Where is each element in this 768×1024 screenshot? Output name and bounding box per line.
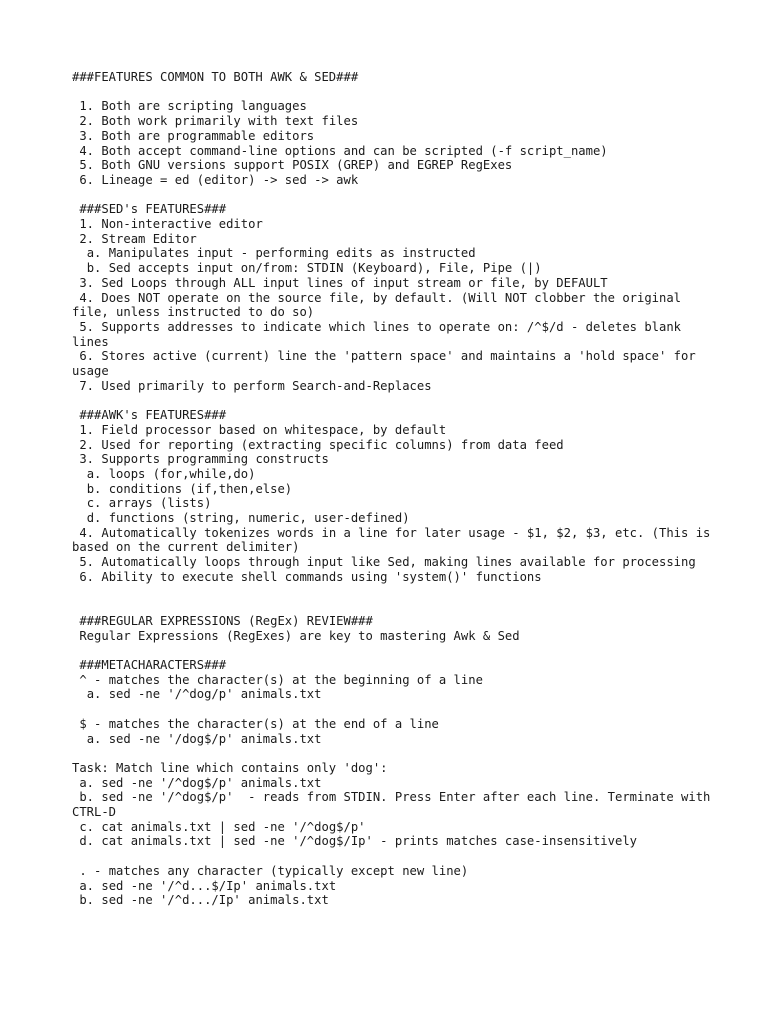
text-line: ###METACHARACTERS### [72,658,227,673]
text-line: $ - matches the character(s) at the end of a line [72,716,439,731]
text-line: 3. Both are programmable editors [72,128,315,143]
text-line: ###REGULAR EXPRESSIONS (RegEx) REVIEW### [72,613,373,628]
blank-line [72,85,712,100]
text-line: a. sed -ne '/^d...$/Ip' animals.txt [72,878,337,893]
text-line: 6. Ability to execute shell commands using 'system()' functions [72,569,542,584]
text-line: b. Sed accepts input on/from: STDIN (Keyboard), File, Pipe (|) [72,261,542,276]
text-line: Task: Match line which contains only 'dog': [72,760,388,775]
text-line: b. conditions (if,then,else) [72,481,293,496]
text-line: 3. Supports programming constructs [72,452,329,467]
text-line: a. Manipulates input - performing edits as instructed [72,246,476,261]
document-text [72,70,718,908]
text-line: 5. Automatically loops through input like Sed, making lines available for processing [72,555,696,570]
blank-line [72,746,712,761]
text-line: c. arrays (lists) [72,496,212,511]
text-line: a. sed -ne '/dog$/p' animals.txt [72,731,322,746]
text-line: 5. Supports addresses to indicate which lines to operate on: /^$/d - deletes blank lines [72,319,689,349]
text-line: ###FEATURES COMMON TO BOTH AWK & SED### [72,70,359,84]
text-line: 5. Both GNU versions support POSIX (GREP) and EGREP RegExes [72,158,513,173]
blank-line [72,849,712,864]
text-line: 7. Used primarily to perform Search-and-Replaces [72,378,432,393]
blank-line [72,188,712,203]
text-line: b. sed -ne '/^dog$/p' - reads from STDIN. Press Enter after each line. Terminate with CTRL-D [72,790,718,820]
blank-line [72,643,712,658]
blank-line [72,599,712,614]
text-line: 2. Both work primarily with text files [72,114,359,129]
text-line: 1. Non-interactive editor [72,217,263,231]
blank-line [72,702,712,717]
blank-line [72,585,712,600]
text-line: a. sed -ne '/^dog/p' animals.txt [72,687,322,702]
text-line: d. cat animals.txt | sed -ne '/^dog$/Ip' - prints matches case-insensitively [72,834,637,849]
text-line: b. sed -ne '/^d.../Ip' animals.txt [72,893,329,908]
text-line: 2. Stream Editor [72,231,197,246]
text-line: . - matches any character (typically except new line) [72,863,469,878]
text-line: ###SED's FEATURES### [72,202,227,217]
text-line: 2. Used for reporting (extracting specific columns) from data feed [72,437,564,452]
text-line: ###AWK's FEATURES### [72,408,227,423]
text-line: 1. Field processor based on whitespace, by default [72,422,447,437]
text-line: 1. Both are scripting languages [72,99,307,114]
text-line: a. loops (for,while,do) [72,466,256,481]
text-line: 6. Stores active (current) line the 'pattern space' and maintains a 'hold space' for usage [72,349,704,379]
text-line: 4. Both accept command-line options and can be scripted (-f script_name) [72,143,608,158]
text-line: 6. Lineage = ed (editor) -> sed -> awk [72,172,359,187]
text-line: 3. Sed Loops through ALL input lines of input stream or file, by DEFAULT [72,275,608,290]
blank-line [72,393,712,408]
text-line: ^ - matches the character(s) at the beginning of a line [72,672,483,687]
text-line: 4. Does NOT operate on the source file, by default. (Will NOT clobber the original file, unless instructed to do so) [72,290,689,320]
text-line: Regular Expressions (RegExes) are key to mastering Awk & Sed [72,628,520,643]
text-line: c. cat animals.txt | sed -ne '/^dog$/p' [72,819,366,834]
text-line: a. sed -ne '/^dog$/p' animals.txt [72,775,322,790]
text-line: d. functions (string, numeric, user-defined) [72,511,410,526]
text-line: 4. Automatically tokenizes words in a line for later usage - $1, $2, $3, etc. (This is based on the current delimiter) [72,525,718,555]
